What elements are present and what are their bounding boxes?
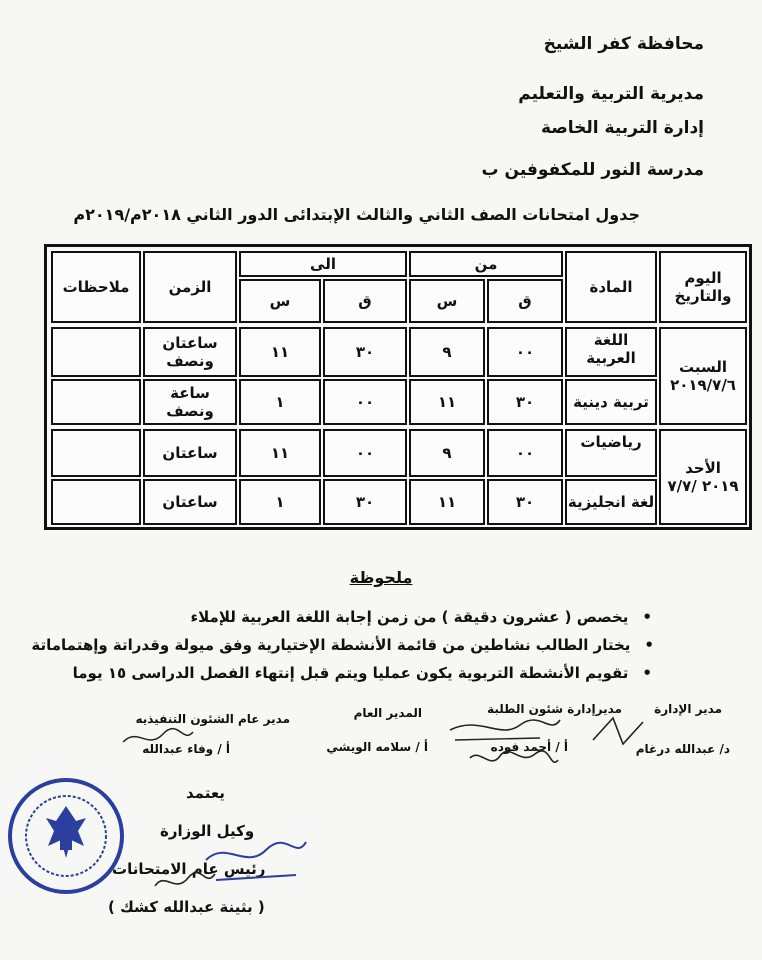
school-line: مدرسة النور للمكفوفين ب xyxy=(481,160,704,180)
row4-notes xyxy=(51,479,141,525)
row3-subject: رياضيات xyxy=(565,429,657,477)
schedule-title: جدول امتحانات الصف الثاني والثالث الإبتدائى الدور الثاني ٢٠١٨م/٢٠١٩م xyxy=(73,205,640,224)
row2-to-s: ١ xyxy=(239,379,321,425)
handwritten-signature xyxy=(118,722,198,752)
approval-label: يعتمد xyxy=(186,784,225,802)
approval-exams-role: رئيس عام الامتحانات xyxy=(112,860,266,878)
directorate-line: مديرية التربية والتعليم xyxy=(518,84,704,104)
row2-from-q: ٣٠ xyxy=(487,379,563,425)
header-to-q: ق xyxy=(323,279,407,323)
header-from-s: س xyxy=(409,279,485,323)
note-item-2: • يختار الطالب نشاطين من قائمة الأنشطة الإختيارية وفق ميولة وقدراتة وإهتماماتة xyxy=(31,636,654,654)
header-from: من xyxy=(409,251,563,277)
row4-duration: ساعتان xyxy=(143,479,237,525)
sig-name-general-director: أ / سلامه الويشي xyxy=(326,740,428,754)
approval-deputy: وكيل الوزارة xyxy=(160,822,255,840)
row1-from-q: ٠٠ xyxy=(487,327,563,377)
handwritten-signature xyxy=(588,710,648,750)
header-from-q: ق xyxy=(487,279,563,323)
notes-title: ملحوظة xyxy=(349,568,413,587)
row2-subject: تربية دينية xyxy=(565,379,657,425)
handwritten-signature xyxy=(150,866,220,896)
row3-notes xyxy=(51,429,141,477)
header-notes: ملاحظات xyxy=(51,251,141,323)
sig-role-executive-director: مدير عام الشئون التنفيذيه xyxy=(135,712,290,726)
sig-role-general-director: المدير العام xyxy=(353,706,422,720)
sig-name-student-affairs: أ / أحمد فوده xyxy=(490,740,568,754)
row1-duration: ساعتان ونصف xyxy=(143,327,237,377)
row3-from-s: ٩ xyxy=(409,429,485,477)
header-to: الى xyxy=(239,251,407,277)
sig-name-executive-director: أ / وفاء عبدالله xyxy=(142,742,230,756)
row4-subject: لغة انجليزية xyxy=(565,479,657,525)
exam-schedule-table xyxy=(44,244,752,530)
day-name: السبت xyxy=(678,358,728,376)
row2-from-s: ١١ xyxy=(409,379,485,425)
day-name: الأحد xyxy=(685,459,721,477)
row1-to-s: ١١ xyxy=(239,327,321,377)
row3-to-q: ٠٠ xyxy=(323,429,407,477)
row1-to-q: ٣٠ xyxy=(323,327,407,377)
row4-from-s: ١١ xyxy=(409,479,485,525)
header-day-date: اليوم والتاريخ xyxy=(659,251,747,323)
row3-duration: ساعتان xyxy=(143,429,237,477)
row1-from-s: ٩ xyxy=(409,327,485,377)
row4-from-q: ٣٠ xyxy=(487,479,563,525)
governorate-line: محافظة كفر الشيخ xyxy=(543,34,704,54)
handwritten-signature xyxy=(440,710,570,780)
row4-to-q: ٣٠ xyxy=(323,479,407,525)
sig-role-student-affairs: مديرإدارة شئون الطلبة xyxy=(487,702,622,716)
note-item-3: • تقويم الأنشطة التربوية يكون عمليا ويتم قبل إنتهاء الفصل الدراسى ١٥ يوما xyxy=(73,664,652,682)
row3-to-s: ١١ xyxy=(239,429,321,477)
row2-to-q: ٠٠ xyxy=(323,379,407,425)
row2-duration: ساعة ونصف xyxy=(143,379,237,425)
official-stamp xyxy=(6,776,128,896)
day-date: ٢٠١٩ /٧/٧ xyxy=(667,477,739,495)
row2-notes xyxy=(51,379,141,425)
header-duration: الزمن xyxy=(143,251,237,323)
header-to-s: س xyxy=(239,279,321,323)
row4-to-s: ١ xyxy=(239,479,321,525)
row3-from-q: ٠٠ xyxy=(487,429,563,477)
day-date: ٢٠١٩/٧/٦ xyxy=(670,376,736,394)
day-cell-saturday xyxy=(659,327,747,425)
administration-line: إدارة التربية الخاصة xyxy=(541,118,704,138)
day-cell-sunday xyxy=(659,429,747,525)
row1-subject: اللغة العربية xyxy=(565,327,657,377)
note-item-1: • يخصص ( عشرون دقيقة ) من زمن إجابة اللغة العربية للإملاء xyxy=(191,608,653,626)
approval-name: ( بثينة عبدالله كشك ) xyxy=(108,898,265,916)
sig-name-admin-director: د/ عبدالله درغام xyxy=(635,742,730,756)
row1-notes xyxy=(51,327,141,377)
sig-role-admin-director: مدير الإدارة xyxy=(654,702,722,716)
header-subject: المادة xyxy=(565,251,657,323)
